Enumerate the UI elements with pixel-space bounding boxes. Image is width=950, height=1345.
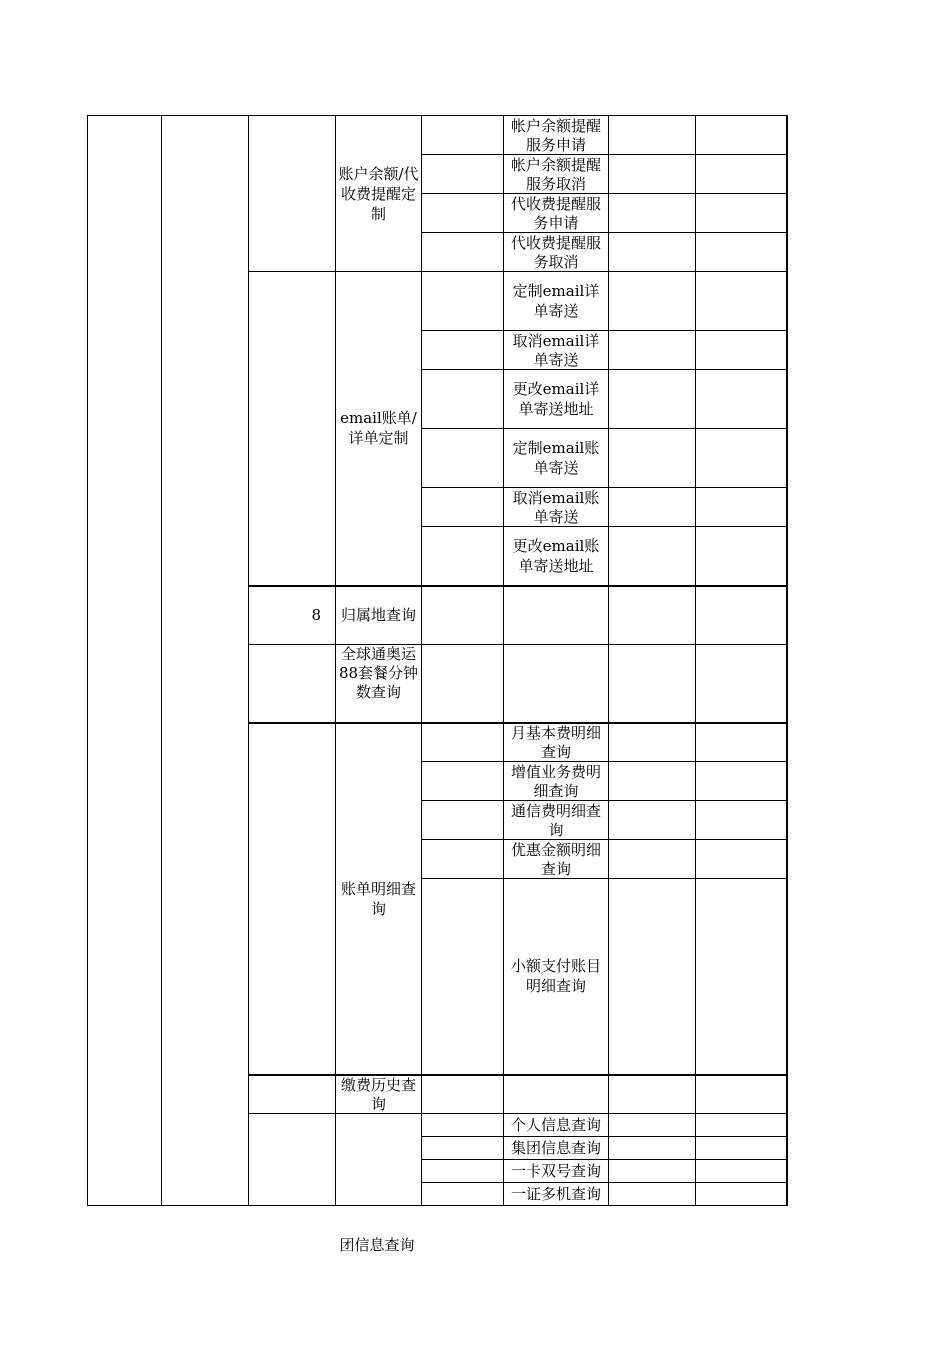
blank-cell [422,370,504,429]
item-label: 月基本费明细查询 [504,723,609,762]
blank-cell [696,840,787,879]
item-label: 帐户余额提醒服务申请 [504,116,609,155]
blank-cell [504,586,609,645]
item-label: 代收费提醒服务申请 [504,194,609,233]
blank-cell [609,488,696,527]
item-label: 优惠金额明细查询 [504,840,609,879]
blank-cell [422,331,504,370]
blank-cell [609,1137,696,1160]
group-number-cell [249,272,336,586]
blank-cell [422,527,504,586]
group-number: 8 [249,586,336,645]
blank-cell [609,1114,696,1137]
section-label: 账单明细查询 [336,723,422,1075]
blank-cell [696,488,787,527]
blank-cell [609,527,696,586]
blank-cell [422,586,504,645]
blank-cell [609,1075,696,1114]
blank-cell [609,723,696,762]
col-a-cell [88,116,162,1206]
blank-cell [422,645,504,723]
blank-cell [696,586,787,645]
blank-cell [696,1075,787,1114]
item-label: 通信费明细查询 [504,801,609,840]
item-label: 取消email详单寄送 [504,331,609,370]
blank-cell [696,116,787,155]
blank-cell [696,429,787,488]
item-label: 一证多机查询 [504,1183,609,1206]
blank-cell [422,1114,504,1137]
item-label: 更改email详单寄送地址 [504,370,609,429]
item-label: 小额支付账目明细查询 [504,879,609,1075]
blank-cell [609,801,696,840]
blank-cell [422,1183,504,1206]
item-label: 更改email账单寄送地址 [504,527,609,586]
blank-cell [609,370,696,429]
blank-cell [696,194,787,233]
item-label: 代收费提醒服务取消 [504,233,609,272]
blank-cell [609,879,696,1075]
group-number-cell [249,1114,336,1206]
blank-cell [696,331,787,370]
blank-cell [609,233,696,272]
item-label: 集团信息查询 [504,1137,609,1160]
col-b-cell [162,116,249,1206]
blank-cell [609,645,696,723]
blank-cell [609,1183,696,1206]
blank-cell [422,1137,504,1160]
item-label: 个人信息查询 [504,1114,609,1137]
blank-cell [422,155,504,194]
item-label: 一卡双号查询 [504,1160,609,1183]
blank-cell [696,1183,787,1206]
blank-cell [696,762,787,801]
blank-cell [609,116,696,155]
blank-cell [422,429,504,488]
blank-cell [422,233,504,272]
item-label: 定制email账单寄送 [504,429,609,488]
blank-cell [422,801,504,840]
group-number-cell [249,116,336,272]
blank-cell [422,1160,504,1183]
blank-cell [422,194,504,233]
blank-cell [696,233,787,272]
blank-cell [696,1137,787,1160]
item-label: 取消email账单寄送 [504,488,609,527]
overflow-label: 团信息查询 [339,1236,415,1254]
blank-cell [504,1075,609,1114]
section-label: 全球通奥运88套餐分钟数查询 [336,645,422,723]
blank-cell [609,586,696,645]
blank-cell [696,1114,787,1137]
blank-cell [422,488,504,527]
blank-cell [609,429,696,488]
item-label: 帐户余额提醒服务取消 [504,155,609,194]
blank-cell [422,116,504,155]
section-label: 缴费历史查询 [336,1075,422,1114]
blank-cell [609,194,696,233]
group-number-cell [249,723,336,1075]
section-label: 账户余额/代收费提醒定制 [336,116,422,272]
blank-cell [696,879,787,1075]
blank-cell [609,155,696,194]
blank-cell [696,155,787,194]
section-label: 归属地查询 [336,586,422,645]
blank-cell [422,879,504,1075]
item-label: 定制email详单寄送 [504,272,609,331]
section-label: email账单/详单定制 [336,272,422,586]
blank-cell [609,762,696,801]
blank-cell [696,723,787,762]
blank-cell [422,1075,504,1114]
blank-cell [696,370,787,429]
blank-cell [609,331,696,370]
blank-cell [696,645,787,723]
blank-cell [696,527,787,586]
blank-cell [696,801,787,840]
blank-cell [422,723,504,762]
blank-cell [504,645,609,723]
blank-cell [696,1160,787,1183]
blank-cell [609,272,696,331]
section-label-blank [336,1114,422,1206]
group-number-cell [249,1075,336,1114]
blank-cell [422,840,504,879]
blank-cell [696,272,787,331]
item-label: 增值业务费明细查询 [504,762,609,801]
blank-cell [422,762,504,801]
blank-cell [609,840,696,879]
service-table [87,115,788,1206]
group-number-cell [249,645,336,723]
blank-cell [609,1160,696,1183]
blank-cell [422,272,504,331]
